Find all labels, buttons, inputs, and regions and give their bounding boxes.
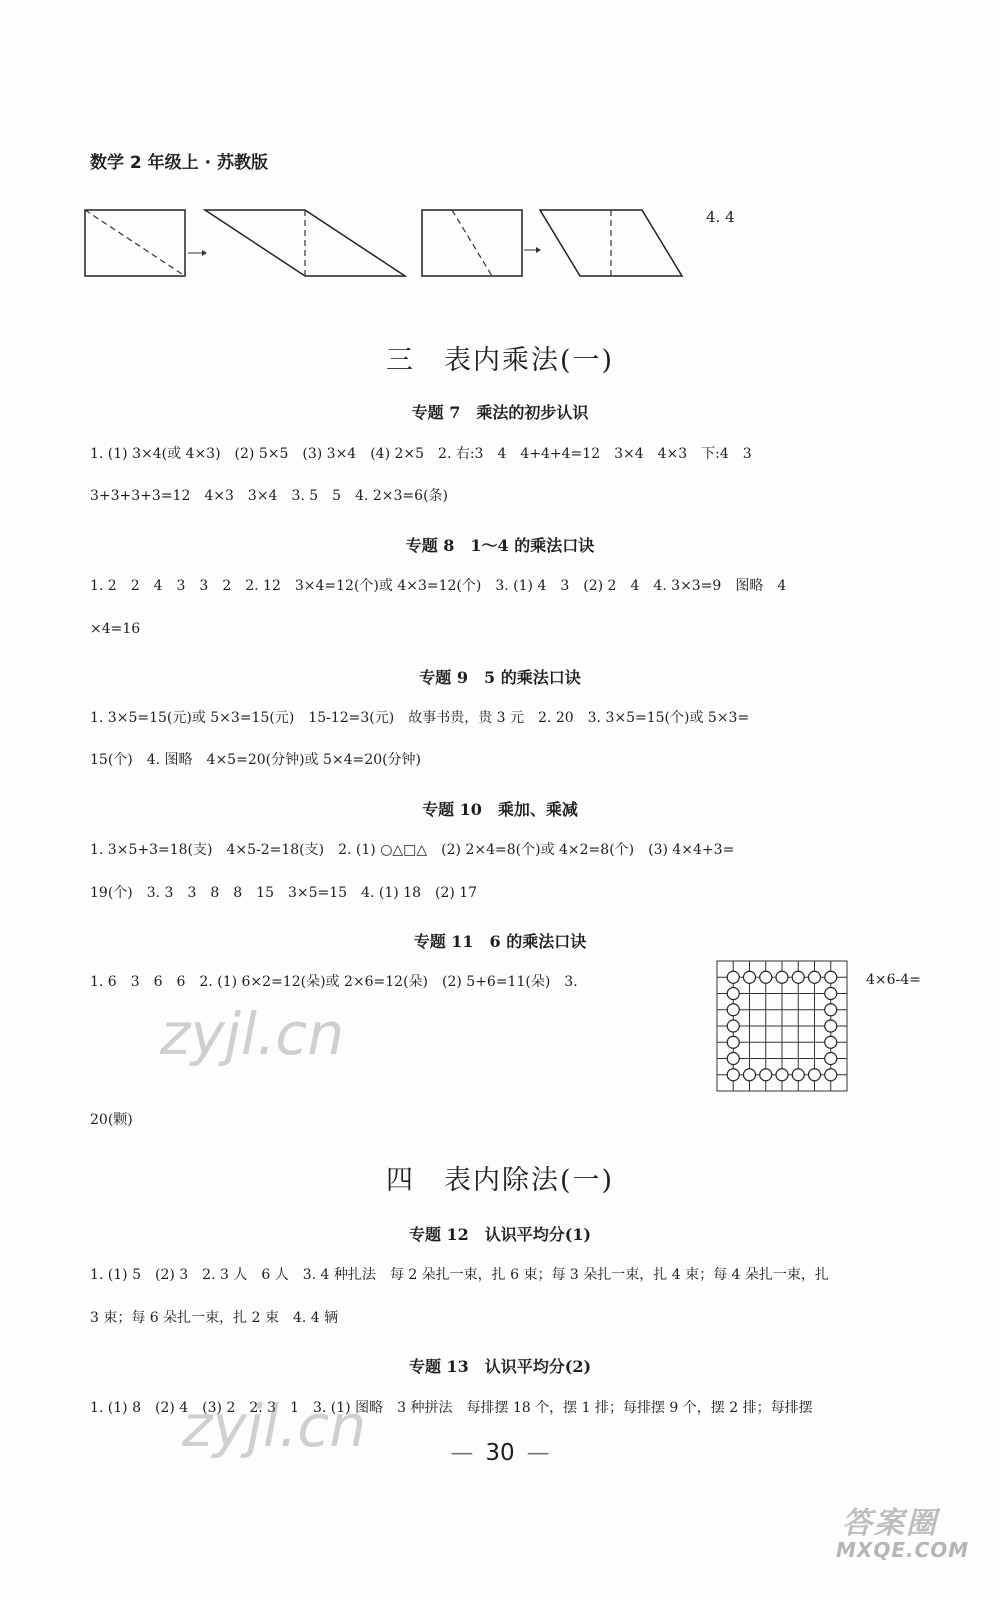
- topic-13-line-1: 1. (1) 8 (2) 4 (3) 2 2. 3 1 3. (1) 图略 3 种拼法 每排摆 18 个，摆 1 排；每排摆 9 个，摆 2 排；每排摆: [90, 1400, 813, 1416]
- topic-10-title: 专题 10 乘加、乘减: [422, 800, 578, 819]
- watermark-mxqe: MXQE.COM: [836, 1538, 970, 1562]
- topic-13-title: 专题 13 认识平均分(2): [408, 1357, 592, 1376]
- topic-11-right-text: 4×6-4=: [866, 972, 921, 988]
- chapter-title-4: 四 表内除法(一): [385, 1165, 615, 1196]
- topic-7-title: 专题 7 乘法的初步认识: [411, 403, 589, 422]
- page-dash-left: —: [450, 1440, 474, 1466]
- topic-10-line-2: 19(个) 3. 3 3 8 8 15 3×5=15 4. (1) 18 (2) 17: [90, 885, 478, 901]
- topic-7-line-2: 3+3+3+3=12 4×3 3×4 3. 5 5 4. 2×3=6(条): [90, 488, 448, 504]
- chapter-title-3: 三 表内乘法(一): [385, 345, 615, 376]
- watermark-logo: 答案圈: [842, 1506, 938, 1541]
- topic-12-line-1: 1. (1) 5 (2) 3 2. 3 人 6 人 3. 4 种扎法 每 2 朵扎一束，扎 6 束；每 3 朵扎一束，扎 4 束；每 4 朵扎一束，扎: [90, 1267, 829, 1283]
- topic-11-title: 专题 11 6 的乘法口诀: [413, 932, 587, 951]
- topic-11-line-1: 1. 6 3 6 6 2. (1) 6×2=12(朵)或 2×6=12(朵) (2) 5+6=11(朵) 3.: [90, 974, 578, 990]
- watermark-zyjl-bottom: zyjl.cn: [182, 1392, 367, 1460]
- page-number: [0, 1440, 1000, 1466]
- topic-9-title: 专题 9 5 的乘法口诀: [419, 668, 581, 687]
- bead-grid-figure: [714, 958, 850, 1094]
- topic-10-line-1: 1. 3×5+3=18(支) 4×5-2=18(支) 2. (1) ○△□△ (2) 2×4=8(个)或 4×2=8(个) (3) 4×4+3=: [90, 842, 735, 858]
- page-dash-right: —: [526, 1440, 550, 1466]
- topic-8-line-1: 1. 2 2 4 3 3 2 2. 12 3×4=12(个)或 4×3=12(个) 3. (1) 4 3 (2) 2 4 4. 3×3=9 图略 4: [90, 578, 787, 594]
- topic-12-line-2: 3 束；每 6 朵扎一束，扎 2 束 4. 4 辆: [90, 1310, 339, 1326]
- shape-cut-figures: [80, 205, 700, 285]
- figure-answer: 4. 4: [706, 208, 735, 226]
- rectangle-slanted-cut: [422, 210, 522, 276]
- topic-8-title: 专题 8 1～4 的乘法口诀: [405, 536, 595, 555]
- topic-8-line-2: ×4=16: [90, 621, 141, 637]
- topic-11-line-2: 20(颗): [90, 1112, 133, 1128]
- page-number-value: 30: [485, 1440, 515, 1466]
- topic-9-line-1: 1. 3×5=15(元)或 5×3=15(元) 15-12=3(元) 故事书贵，贵 3 元 2. 20 3. 3×5=15(个)或 5×3=: [90, 710, 750, 726]
- topic-7-line-1: 1. (1) 3×4(或 4×3) (2) 5×5 (3) 3×4 (4) 2×5 2. 右:3 4 4+4+4=12 3×4 4×3 下:4 3: [90, 446, 752, 462]
- topic-12-title: 专题 12 认识平均分(1): [408, 1225, 592, 1244]
- topic-9-line-2: 15(个) 4. 图略 4×5=20(分钟)或 5×4=20(分钟): [90, 752, 422, 768]
- watermark-zyjl: zyjl.cn: [160, 1000, 345, 1068]
- running-header: 数学 2 年级上 · 苏教版: [90, 153, 268, 173]
